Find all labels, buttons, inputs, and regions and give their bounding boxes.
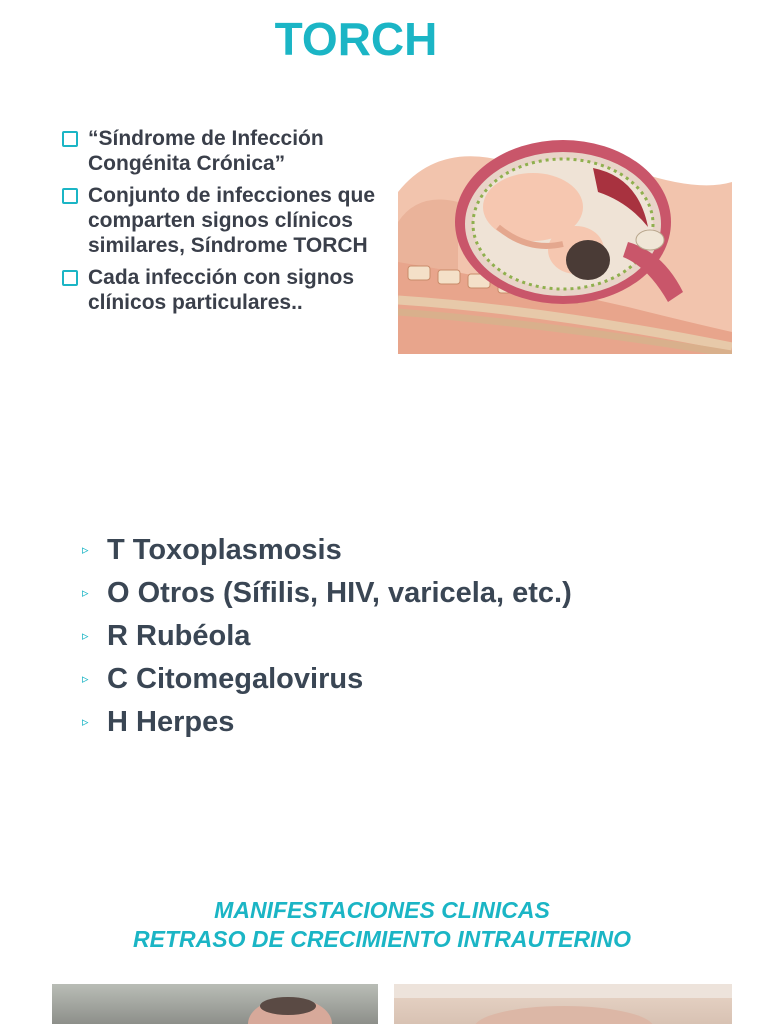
manifestations-heading (0, 896, 764, 954)
pregnancy-illustration (398, 132, 732, 354)
slide-title: TORCH (274, 13, 438, 65)
torch-item-text: R Rubéola (107, 620, 251, 652)
intro-bullet (62, 126, 392, 176)
triangle-bullet-icon: ▹ (82, 671, 89, 686)
manifestations-line-2: RETRASO DE CRECIMIENTO INTRAUTERINO (133, 926, 631, 952)
torch-item (82, 616, 572, 659)
triangle-bullet-icon: ▹ (82, 628, 89, 643)
intro-bullet (62, 265, 392, 315)
torch-item (82, 659, 572, 702)
newborn-photo-right (394, 984, 732, 1024)
triangle-bullet-icon: ▹ (82, 714, 89, 729)
torch-item-text: C Citomegalovirus (107, 663, 364, 695)
intro-bullet-text: Conjunto de infecciones que comparten signos clínicos similares, Síndrome TORCH (88, 184, 376, 257)
torch-item-text: H Herpes (107, 706, 235, 738)
torch-list (82, 530, 572, 745)
torch-item-text: T Toxoplasmosis (107, 534, 342, 566)
intro-bullet-text: “Síndrome de Infección Congénita Crónica” (88, 127, 324, 175)
triangle-bullet-icon: ▹ (82, 542, 89, 557)
intro-bullet-text: Cada infección con signos clínicos particulares.. (88, 266, 355, 314)
torch-item (82, 573, 572, 616)
torch-item (82, 702, 572, 745)
newborn-photo-left (52, 984, 378, 1024)
checkbox-bullet-icon (62, 131, 78, 147)
intro-bullet (62, 183, 392, 258)
triangle-bullet-icon: ▹ (82, 585, 89, 600)
checkbox-bullet-icon (62, 270, 78, 286)
torch-item-text: O Otros (Sífilis, HIV, varicela, etc.) (107, 577, 572, 609)
torch-item (82, 530, 572, 573)
intro-bullet-list (62, 126, 392, 322)
manifestations-line-1: MANIFESTACIONES CLINICAS (214, 897, 550, 923)
checkbox-bullet-icon (62, 188, 78, 204)
